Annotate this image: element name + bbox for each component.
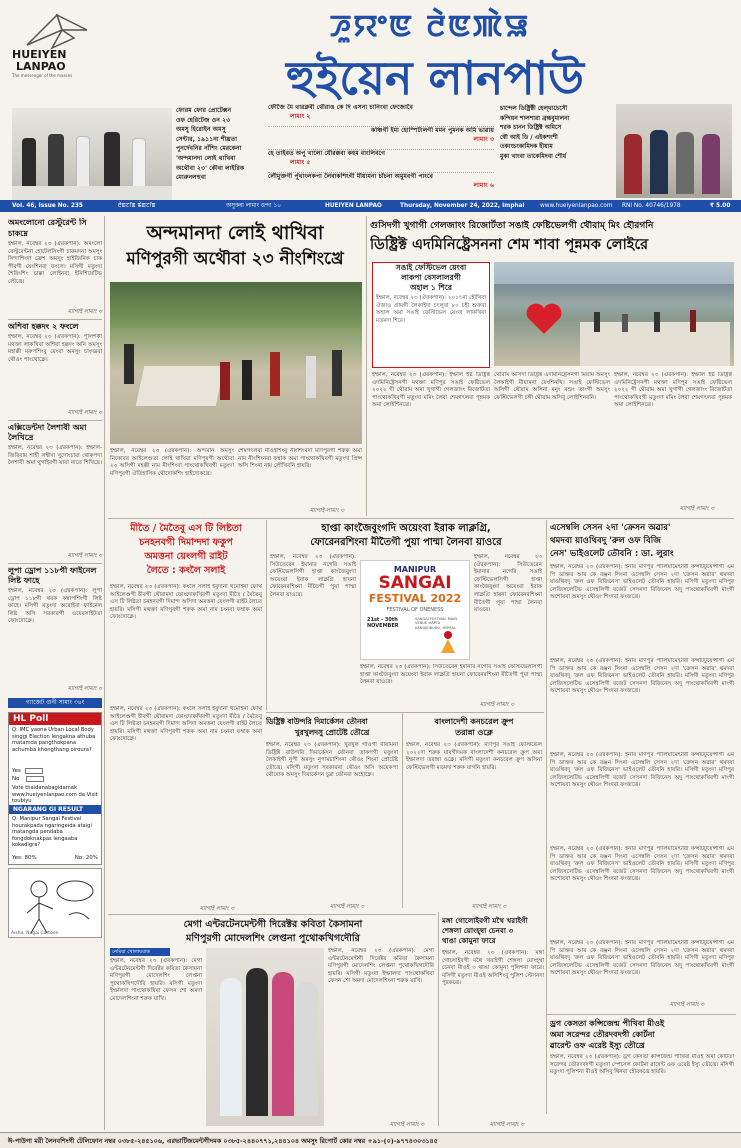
website-link[interactable]: www.hueiyenlanpao.com (540, 203, 613, 209)
heart-installation-icon (524, 302, 564, 336)
story-body: ইম্ফাল, নবেম্বর ২৩ (ঐরকপান): লুপা ড্রোপ ১১৮গী থবক কম্বাপশিংগী লিষ্ট ফাহে। মসিগী মতুংদা অরোইবা ফাইনেল লিষ্ট অসি সরকারগী ওয়েবসাইটতা ফোংদোক্লে। (8, 588, 102, 625)
continued-link[interactable]: ম্যাগাই লামাং ৩ (390, 1122, 425, 1128)
story-title: অশিবা হক্কদং ২ ফংলে (8, 322, 79, 331)
story-title: অমংলোনো রেস্টুরেন্ট সি চাকম্নে (8, 218, 87, 238)
dateline: Thursday, November 24, 2022, Imphal (400, 203, 525, 209)
assembly-body: ইম্ফাল, নবেম্বর ২৩ (ঐরকপান): ইনার মণিপুর পার্লিয়ামেন্টারী কন্সটিটুয়েন্সীগী এম পি ডাক্তর আর কে রঞ্জন সিংনা এসেম্বলি সেসন ২দা 'ক্রেসন অৱার' থমদবা য়াওথিবদু 'রুল ওফ বিজিনেস' ভাইওলেট তৌবনি হায়রি। মসিগী মতুংদা মণিপুর লেজিসলেটিভ এসেম্বলিগী বজেট সেসনদা বিজিনেস অদু পাংথোকখিবগী মাংগী অশোয়বা অমসুং থৌওং শিংদবা ফংজখ্রে। (550, 846, 734, 883)
kavita-body: ইম্ফাল, নবেম্বর ২৩ (ঐরকপান): মেগা এন্টরটেনমেন্টগী দিরেক্টর কবিতা কৈসামনা মণিপুরগী মোদেলশিং লেপ্তনা পুথোকখিগদৌরি হায়রি। মসিগী মতুংদা ইম্ফালদা পাংথোকখিবা ফেসন শো অমদা মোদেলশিংনা শরুক য়াখি। (110, 958, 202, 1002)
teaser-photo-right (616, 104, 732, 198)
logo (12, 10, 102, 76)
kavita-body: ইম্ফাল, নবেম্বর ২৩ (ঐরকপান): মেগা এন্টরটেনমেন্টগী দিরেক্টর কবিতা কৈসামনা মণিপুরগী মোদেলশিং লেপ্তনা পুথোকখিগদৌরি হায়রি। মসিগী মতুংদা ইম্ফালদা পাংথোকখিবা ফেসন শো অমদা মোদেলশিংনা শরুক য়াখি। (328, 948, 434, 985)
left-column (8, 218, 102, 1126)
page-ref: লামাং ৫ (290, 159, 311, 166)
bangladesh-headline: বাংলাদেশী কনচরেল ক্রুপ তরান্না ওক্লে (434, 717, 514, 737)
teaser-right-text (500, 104, 612, 198)
teaser-left-line: মোরুনলহুবা (176, 174, 206, 182)
teaser-right-line: মুকা খাংবা তাকেমিদবা শৌর্য (500, 152, 567, 160)
footer-contact: ঈ-পাউগা মরী লৈনবশিংগী টেলিফোন নম্বর ০৩৮৫-২৪৫১০৬, এরভার্টিজমেন্টগীদমক ০৩৮৫-২৪৪০৭৭১,২৪৪১০৪ অমসুং রিপোর্ট কোর নম্বর +৯১-(০)-৯৭৭৪৩০৩১৪৫ (8, 1137, 438, 1145)
sangai-photo (494, 262, 734, 366)
teaser-left-line: ফোরম ফোর প্রোটেক্সন (176, 107, 232, 114)
page-ref: লামাং ৩ (473, 136, 494, 143)
bird-logo-icon (22, 10, 92, 50)
haptakang-body: ইম্ফাল, নবেম্বর ২৩ (ঐরকপান): সিউতেরেন ইমানার নগেরি সঙাই ফেস্টিভেলসিগী হাপ্তা কাংজৈবুংদা অয়েংবা ইরাক লাক্লগ্রি হায়না ফোরেনরশিংনা মীতৈগী পুয়া পাম্মা লৈনবা য়াওরে। (474, 554, 542, 614)
continued-link[interactable]: ম্যাগাই লামাং ৩ (67, 309, 102, 315)
teaser-center-item[interactable]: ফৌজৈ মৈ থারক্লবী থৌরাঙ কে দি এসনা চানিংবা ফেজোবৈ লামাং ২ (268, 104, 494, 127)
sangai-headline: ডিষ্ট্রিক্ট এদমিনিষ্ট্রেসননা শেম শাবা পূন্নমক লোইরে (370, 237, 649, 253)
logo-lanpao: LANPAO (16, 60, 66, 73)
sangai-body: থৌরাম অসিদা ডিষ্ট্রিক্ট এদমিনিষ্ট্রেসনগী মিয়াম অমসুং লৈকাইগী মীয়ামনা য়েংশিনখি। সঙাই ফেস্টিভেল অসিগী থৌরাম অসিনা মনুং মশুং তাংগী অমসুং ফেস্টিভেলগী চঙ্গী থৌরাম অসিবু লোইশিনবনি। (494, 372, 610, 401)
logo-hueiyen: HUEIYEN (12, 48, 67, 61)
footer-bar (0, 1132, 741, 1148)
teaser-right-line: শরক চানন ডিষ্ট্রিক্ট অমিসে (500, 124, 562, 131)
haptakang-body: ইম্ফাল, নবেম্বর ২৩ (ঐরকপান): সিউতেরেন ইমানার নগেরি সঙাই ফেস্টিভেলসিগী হাপ্তা কাংজৈবুংদা অয়েংবা ইরাক লাক্লগ্রি হায়না ফোরেনরশিংনা মীতৈগী পুয়া পাম্মা লৈনবা য়াওরে। (270, 554, 356, 598)
continued-link[interactable]: ম্যাগাই লামাং ৩ (680, 506, 715, 512)
story-title: লুপা ড্রোপ ১১৮গী ফাইনেল লিষ্ট ফাহে (8, 566, 97, 585)
poll-title: HL Poll (9, 713, 101, 725)
story-title: এক্সিডেন্টদা লৈশাবী অমা লৈখিদ্রে (8, 423, 87, 442)
infobar-pages: অসুকৰা লামাং ঙন্দা ১০ (226, 203, 281, 209)
continued-link[interactable]: ম্যাগাই লামাং ৩ (310, 508, 345, 514)
infobar-paper: HUEIYEN LANPAO (325, 203, 382, 209)
info-bar (0, 200, 741, 212)
result-title: NGARANG GI RESULT (9, 805, 101, 814)
volume: Vol. 46, Issue No. 235 (12, 203, 83, 209)
sangai-body: ইম্ফাল, নবেম্বর ২৩ (ঐরকপান): ইম্ফাল ইষ্ট ডিষ্ট্রিক্ট এদমিনিষ্ট্রেসনগী মথক্তা মণিপুর সঙাই ফেষ্টিভেল ২০২২ গী থৌরাম অমা খুগাগী গেলজাংং রিজোর্টতা পাংথোকখিবগী মতুংদা মমিং লৈবা শেমগৎলবা পূন্নমক অমা লোইশিনখ্রে। (614, 372, 732, 409)
sangai-body: ইম্ফাল, নবেম্বর ২৩ (ঐরকপান): ইম্ফাল ইষ্ট ডিষ্ট্রিক্ট এদমিনিষ্ট্রেসনগী মথক্তা মণিপুর সঙাই ফেষ্টিভেল ২০২২ গী থৌরাম অমা খুগাগী গেলজাংং রিজোর্টতা পাংথোকখিবগী মতুংদা মমিং লৈবা শেমগৎলবা পূন্নমক অমা লোইশিনখ্রে। (372, 372, 490, 409)
kavita-photo (206, 948, 324, 1126)
lead-headline: অন্দমানদা লোই থাখিবা মণিপুরগী অথৌবা ২৩ নীংশিংখ্রে (126, 222, 344, 269)
result-no: No: 20% (74, 855, 98, 861)
protest-body: ইম্ফাল, নবেম্বর ২৩ (ঐরকপান): খুরখুল গাঁওগী মীয়ামনা ডিষ্ট্রিক্ট বাউন্দরি দিমার্কেসন তৌনবা তাকপগী মতুংদা লৈকাইগী নুপী অমসুং নুপামচাশিংনা থৌওং শিংনা প্রোটেষ্ট তৌখ্রে। মসিগী মতুংদা সরকারনা থৌওং অসি অয়েকপা থৌদোক অমসুং দিমার্কেসন চুম্না তৌনবা অহোক্লে। (266, 742, 398, 779)
assembly-body: ইম্ফাল, নবেম্বর ২৩ (ঐরকপান): ইনার মণিপুর পার্লিয়ামেন্টারী কন্সটিটুয়েন্সীগী এম পি ডাক্তর আর কে রঞ্জন সিংনা এসেম্বলি সেসন ২দা 'ক্রেসন অৱার' থমদবা য়াওথিবদু 'রুল ওফ বিজিনেস' ভাইওলেট তৌবনি হায়রি। মসিগী মতুংদা মণিপুর লেজিসলেটিভ এসেম্বলিগী বজেট সেসনদা বিজিনেস অদু পাংথোকখিবগী মাংগী অশোয়বা অমসুং থৌওং শিংদবা ফংজখ্রে। (550, 658, 734, 695)
bangladesh-body: ইম্ফাল, নবেম্বর ২৩ (ঐরকপান): মণিপুর সঙাই ফেস্টিভেল ২০২২দা শরুক য়াবগীদমক বাংলাদেশী কনচরেল ক্রুপ অমা ইম্ফালদা তরান্না ওক্লে। মসিগী মতুংদা কনচরেল ক্রুপ অসিনা ফেস্টিভেলগী মতমদা শরুক য়াগনি হায়রি। (406, 742, 542, 771)
drug-body: ইম্ফাল, নবেম্বর ২৩ (ঐরকপান): ড্রগ কেসতা কন্সিজেন্ম পীখিবা মীওই অমা কোর্টতা সরেন্দর তৌরদবদগী মতুংদা স্পেসেল কোর্টনা ৱারেন্ট ওফ এরেষ্ট ইস্যু তৌখ্রে। মসিগী মতুংদা পুলিশনা মীওই অসিবু থিনবা হৌরকখ্রে হায়রি। (550, 1054, 734, 1076)
poll-url[interactable]: Vote thaidanabagidamak www.hueiyenlanpao.com da Visit toubiyu (12, 785, 98, 805)
lead-body: ইম্ফাল, নবেম্বর ২৩ (ঐরকপান): অন্দমান অমসুং নিকোবর আইলেণ্ডতা লোই থাখিবা মণিপুরগী অথৌবা ২৩ অসিগী মহক্কী নাম নীংশিংবা পাংথোকখিবগী মতুংদা মণিপুরগী ঐতিহাসিক থৌদোকশিং হাইদোকখ্রে। (110, 448, 234, 477)
continued-link[interactable]: ম্যাগাই লামাং ৩ (67, 686, 102, 692)
photo-caption: নেমিয়া খোলায়বাক (110, 948, 170, 956)
meitei-story-headline: মীতৈ / মৈতৈবু এস টি লিষ্টতা চনহনবগী দিমান্দদা ফকুপ অমত্তনা য়েংলগী রাইট লৈতে : কংলৈ সলাই (130, 523, 242, 576)
logo-tagline: The messenger of the masses (12, 73, 73, 78)
cartoon-figure-icon (9, 869, 101, 937)
cartoon-title: Aisha, Nagai Cartoon (11, 931, 59, 936)
teaser-right-line: চান্দেল ডিষ্ট্রিক্টী হেল্থ্যচেসৌ (500, 105, 568, 112)
meitei-title: ꯍꯨꯌꯦꯟ ꯂꯥꯟꯄꯥꯎ (329, 9, 531, 44)
teaser-right-line: তকাংচংকামিদক হীয়াম (500, 143, 553, 150)
result-question: Q: Manipur Sangai Festival hourakpada ngaringeida ataigi matangda pendaba fongdoknakpas lengaaba kokadigra? (12, 816, 92, 849)
masthead (0, 0, 741, 200)
teaser-left-line: ওফ হেরিটেজ ওন ২৩ (176, 116, 231, 124)
teaser-left-line: অথৌবা ২৩' কৌবা লাইরিক (176, 164, 245, 172)
gazette-banner: গ্যাজেট গুনী সামাং ৩৪ং (8, 698, 102, 708)
continued-link[interactable]: ম্যাগাই লামাং ৩ (330, 904, 365, 910)
poll-question: Q: IMC yaona Urban Local Body singgi Election lengakna athuba matamda pangthokpana achumba khongthang oiroura? (12, 727, 96, 753)
teaser-left-line: অমসু হিরোইন অমসু (176, 126, 226, 134)
teaser-right-line: স্বৌ আই ডি / এইকশংশী (500, 133, 558, 141)
meitei-story-body: ইম্ফাল, নবেম্বর ২৩ (ঐরকপান): কংলৈ সলাই ইবুদানা থমোইনা ফোর্থ আইলেণ্ডগী চীবগী থৌরামদা ফোংদোকখিবগী মতুংদা মীতৈ / মৈতৈবু এস টি লিষ্টতা চনহনবগী দিমান্দ অসিদা অমত্তনা য়েংলগী রাইট লৈতে হায়রি। মসিগী মথক্তা মণিপুরগী শরুক অমা নাম চংনবা ফম্বাক অমা ফোংদোক্লে। (110, 706, 262, 743)
festival-figure-icon (433, 629, 463, 655)
teaser-center-item[interactable]: লৌমুক্তগী পুঁথাংলকপা লৈবাকশিংগী মীয়ামনা চাঁচনা অমুমবগী পাংবে লামাং ৬ (268, 173, 494, 189)
lead-photo (110, 282, 362, 444)
assembly-body: ইম্ফাল, নবেম্বর ২৩ (ঐরকপান): ইনার মণিপুর পার্লিয়ামেন্টারী কন্সটিটুয়েন্সীগী এম পি ডাক্তর আর কে রঞ্জন সিংনা এসেম্বলি সেসন ২দা 'ক্রেসন অৱার' থমদবা য়াওথিবদু 'রুল ওফ বিজিনেস' ভাইওলেট তৌবনি হায়রি। মসিগী মতুংদা মণিপুর লেজিসলেটিভ এসেম্বলিগী বজেট সেসনদা বিজিনেস অদু পাংথোকখিবগী মাংগী অশোয়বা অমসুং থৌওং শিংদবা ফংজখ্রে। (550, 940, 734, 977)
cartoon (8, 868, 102, 938)
infobar-meitei: ꯂꯥꯡꯖꯤꯡ ꯃꯥꯡꯖꯤꯡ (118, 203, 156, 209)
page-ref: লামাং ৬ (473, 182, 494, 189)
result-yes: Yes: 80% (12, 855, 37, 861)
teaser-center-item[interactable]: হে তাইবত অপু খালো যৌরক্কবা কহম বাংলিবগে লামাং ৫ (268, 150, 494, 173)
continued-link[interactable]: ম্যাগাই লামাং ৩ (472, 904, 507, 910)
continued-link[interactable]: ম্যাগাই লামাং ৩ (480, 702, 515, 708)
poll-yes-checkbox[interactable] (25, 768, 43, 774)
mass-story-headline: মঙ্গা গোলোইবগী মথৈ খরাইগী শেঙ্গলা য়োংহ্ম্বা চেনবা ৩ থাঙা কোমুনা ফারে (442, 916, 528, 945)
price: ₹ 5.00 (710, 203, 731, 209)
bengali-title: হুইয়েন লানপাউ (286, 51, 584, 105)
mass-story-body: ইম্ফাল, নবেম্বর ২৩ (ঐরকপান): মঙ্গা গোলোইবগী মথৈ খরাইগী শেঙ্গলা য়োংহ্ম্বা চেনবা মীওই ৩ থাঙা কোমুনা পুলিশনা ফারে। মসিগী মতুংদা মীওই অসিশিংবু পুলিশ স্টেসনদা পুরকখ্রে। (442, 950, 544, 987)
story-body: ইম্ফাল, নবেম্বর ২৩ (ঐরকপান): ইম্ফাল-জিরিবাম শাহী লম্বীদা খুদোংচাবা থোকপদা লৈশাবী অমা থুগাইবগী য়াবা নাতে শিখিদ্রে। (8, 445, 102, 467)
kavita-headline: মেগা এন্টরটেনমেন্টগী দিরেক্টর কবিতা কৈসামনা মণিপুরগী মোদেলশিং লেপ্তনা পুথোকখিগদৌরি (183, 919, 363, 944)
teaser-right-line: কন্দিয়ন শালশারা ব্রহ্মবুমালনা (500, 114, 570, 122)
story-body: ইম্ফাল, নবেম্বর ২৩ (ঐরকপান): অমংলো রেস্টুরেন্টনা হোটেলসিংগী চাকমদনা অমসুং সিন্দাশিংদা ফ্রেশ অমসুং হাইজিনিক চাক পীবগী যেংশিনবা ফংলে। মসিগী মতুংদা শৈরিংশিং চাক্কা লোইনবা ইনিশিয়েটিভ লৌখ্রে। (8, 241, 102, 285)
poll-no-checkbox[interactable] (26, 776, 44, 782)
teaser-center (268, 104, 494, 198)
teaser-left-line: 'অন্দমানদা লোই থাখিবা (176, 154, 236, 162)
teaser-photo-left (12, 108, 172, 200)
sangai-kicker: গুসিদগী খুগাগী গেলজাংং রিজোর্টতা সঙাই ফেষ্টিভেলগী থৌরাম্ মিং হৌরগনি (370, 220, 654, 231)
assembly-headline: এসেম্বলি সেসন ২দা 'ক্রেসন অৱার' থমদবা য়াওথিবদু 'রুল ওফ বিজি নেস' ভাইওলেট তৌবনি : ডা. লুরাং (550, 523, 674, 559)
protest-headline: ডিষ্ট্রিক্ট বাউন্দরি দিমার্কেসন তৌনবা খুরখুলদসু প্রোটেষ্ট তৌখ্রে (266, 717, 370, 737)
assembly-body: ইম্ফাল, নবেম্বর ২৩ (ঐরকপান): ইনার মণিপুর পার্লিয়ামেন্টারী কন্সটিটুয়েন্সীগী এম পি ডাক্তর আর কে রঞ্জন সিংনা এসেম্বলি সেসন ২দা 'ক্রেসন অৱার' থমদবা য়াওথিবদু 'রুল ওফ বিজিনেস' ভাইওলেট তৌবনি হায়রি। মসিগী মতুংদা মণিপুর লেজিসলেটিভ এসেম্বলিগী বজেট সেসনদা বিজিনেস অদু পাংথোকখিবগী মাংগী অশোয়বা অমসুং থৌওং শিংদবা ফংজখ্রে। (550, 564, 734, 601)
haptakang-body: ইম্ফাল, নবেম্বর ২৩ (ঐরকপান): সিউতেরেন ইমানার নগেরি সঙাই ফেস্টিভেলসিগী হাপ্তা কাংজৈবুংদা অয়েংবা ইরাক লাক্লগ্রি হায়না ফোরেনরশিংনা মীতৈগী পুয়া পাম্মা লৈনবা য়াওরে। (360, 664, 542, 686)
teaser-center-item[interactable]: কঞ্চিগী ইমা হোস্পিটালগী মমন পুমনক অমি ভাৱায় লামাং ৩ (268, 127, 494, 150)
teaser-left-text (176, 106, 262, 198)
teaser-left-line: পুনর্দেবনির নাঁশিং মেরকেনা (176, 145, 242, 153)
continued-link[interactable]: ম্যাগাই লামাং ৩ (67, 410, 102, 416)
teaser-left-line: সেন্টার, ১৯১১না শীঘ্রতা (176, 135, 238, 143)
page-ref: লামাং ২ (290, 113, 311, 120)
sangai-poster: MANIPUR SANGAI FESTIVAL 2022 FESTIVAL OF ONENESS 21st - 30th NOVEMBER SANGAI FESTIVAL MAIN VENUE HAPTA KANGJEIBUNG, IMPHAL (360, 560, 470, 660)
continued-link[interactable]: ম্যাগাই লামাং ৩ (670, 1002, 705, 1008)
rni-number: RNI No. 40746/1978 (622, 203, 681, 209)
drug-headline: ড্রগ কেসতা কন্সিজেন্ম পীখিবা মীওই অমা সরেন্দর তৌরদবদগী কোর্টনা ৱারেন্ট ওফ এরেষ্ট ইস্যু তৌখ্রে (550, 1019, 665, 1050)
poll-box: HL Poll Q: IMC yaona Urban Local Body singgi Election lengakna athuba matamda pangthokpana achumba khongthang oiroura? Yes No Vote thaidanabagidamak www.hueiyenlanpao.com da Visit toubiyu NGARANG GI RESULT Q: Manipur Sangai Festival hourakpada ngaringeida ataigi matangda pendaba fongdoknakpas lengaaba kokadigra? Yes: 80% No: 20% (8, 712, 102, 865)
sangai-box: সঙাই ফেস্টিভেল য়েংবা লাকপা বেসলালরগী অহাল ১ শিরে ইম্ফাল, নবেম্বর ২৩ (ঐরকপান): ২০১৭না হৌখিবা ঐজাও গ্রামগী লৈকাইদা চৎলুবা ৮০ চহী শুরুবা অহাল অমা সঙাই ফেস্টিভেল য়েংবা লাকখিবা মতমদা শিরে। (372, 262, 490, 368)
meitei-story-body: ইম্ফাল, নবেম্বর ২৩ (ঐরকপান): কংলৈ সলাই ইবুদানা থমোইনা ফোর্থ আইলেণ্ডগী চীবগী থৌরামদা ফোংদোকখিবগী মতুংদা মীতৈ / মৈতৈবু এস টি লিষ্টতা চনহনবগী দিমান্দ অসিদা অমত্তনা য়েংলগী রাইট লৈতে হায়রি। মসিগী মথক্তা মণিপুরগী শরুক অমা নাম চংনবা ফম্বাক অমা ফোংদোক্লে। (110, 584, 262, 621)
haptakang-headline: হাপ্তা কাংজৈবুংগদি অয়েংবা ইরাক লাক্লগ্রি, ফোরেনরশিংনা মীতৈগী পুয়া পাম্মা লৈনবা য়াওরে (310, 523, 502, 548)
continued-link[interactable]: ম্যাগাই লামাং ৩ (200, 906, 235, 912)
story-body: ইম্ফাল, নবেম্বর ২৩ (ঐরকপান): পুলিশকী মথক্তা লাকখিবা অশিবা হক্কদং অনি অমসুং মহাক্কী মরুপশিংবু য়েংবা অমসুং চাংদম্নবা থৌওং পাংথোক্লে। (8, 334, 102, 363)
continued-link[interactable]: ম্যাগাই লামাং ৩ (67, 553, 102, 559)
assembly-body: ইম্ফাল, নবেম্বর ২৩ (ঐরকপান): ইনার মণিপুর পার্লিয়ামেন্টারী কন্সটিটুয়েন্সীগী এম পি ডাক্তর আর কে রঞ্জন সিংনা এসেম্বলি সেসন ২দা 'ক্রেসন অৱার' থমদবা য়াওথিবদু 'রুল ওফ বিজিনেস' ভাইওলেট তৌবনি হায়রি। মসিগী মতুংদা মণিপুর লেজিসলেটিভ এসেম্বলিগী বজেট সেসনদা বিজিনেস অদু পাংথোকখিবগী মাংগী অশোয়বা অমসুং থৌওং শিংদবা ফংজখ্রে। (550, 752, 734, 789)
lead-body: শেমগৎলবা মীওইশিংবু নীংশিংবদা মণিপুরগী শরুক অমা নাম নীংশিংনবা ফম্বাক অমা পাংথোকখিবগী মতুংদা প্রিন্স অসি শিংনা নাম লৌখিবনি হায়রি। (238, 448, 362, 470)
continued-link[interactable]: ম্যাগাই লামাং ৩ (490, 1122, 525, 1128)
